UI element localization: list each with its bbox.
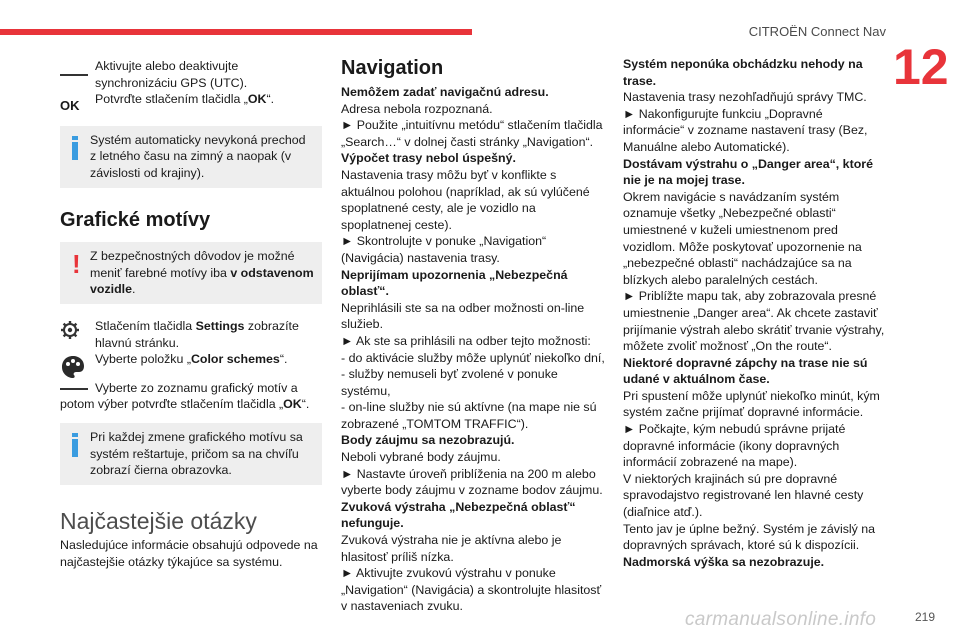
navigation-heading: Navigation [341, 57, 444, 79]
sync-instruction [60, 58, 322, 113]
button-line-icon [60, 388, 88, 390]
settings-instruction [60, 318, 322, 368]
question-8: Niektoré dopravné zápchy na trase nie sú udané v aktuálnom čase. [623, 355, 868, 387]
answer-2-line-1: Nastavenia trasy môžu byť v konflikte s aktuálnou polohou (napríklad, ak sú vylúčené spoplatnené cesty, ale je vozidlo na spoplatnenej ceste). [341, 167, 590, 232]
question-3: Neprijímam upozornenia „Nebezpečná oblasť“. [341, 267, 568, 299]
faq-intro: Nasledujúce informácie obsahujú odpovede na najčastejšie otázky týkajúce sa systému. [60, 538, 318, 569]
chapter-number: 12 [893, 39, 949, 95]
info-icon [72, 136, 78, 164]
question-6: Systém neponúka obchádzku nehody na trase. [623, 57, 863, 88]
warning-text: Z bezpečnostných dôvodov je možné meniť farebné motívy iba v odstavenom vozidle. [90, 249, 314, 297]
answer-7-line-2: ► Priblížte mapu tak, aby zobrazovala presné umiestnenie „Danger area“. Ak chcete zastaviť prijímanie výstrah alebo skrátiť trvanie výstrahy, môžete zvoliť možnosť „On the route“. [623, 289, 885, 354]
warning-box [60, 242, 322, 304]
answer-4-line-1: Neboli vybrané body záujmu. [341, 450, 501, 465]
answer-8-line-2: ► Počkajte, kým nebudú správne prijaté dopravné informácie (ikony dopravných informácií zobrazené na mape). [623, 422, 846, 470]
list-text: Vyberte zo zoznamu grafický motív a potom výber potvrďte stlačením tlačidla „OK“. [60, 380, 310, 412]
info-box-restart: Pri každej zmene grafického motívu sa systém reštartuje, pričom sa na chvíľu zobrazí čierna obrazovka. [60, 423, 322, 485]
watermark: carmanualsonline.info [685, 609, 877, 630]
answer-4-line-2: ► Nastavte úroveň priblíženia na 200 m alebo vyberte body záujmu v zozname bodov záujmu. [341, 466, 603, 498]
question-1: Nemôžem zadať navigačnú adresu. [341, 85, 549, 99]
question-7: Dostávam výstrahu o „Danger area“, ktoré nie je na mojej trase. [623, 156, 873, 188]
themes-heading: Grafické motívy [60, 208, 211, 231]
sync-text: Aktivujte alebo deaktivujte synchronizáciu GPS (UTC). [95, 59, 248, 90]
confirm-text: Potvrďte stlačením tlačidla „OK“. [95, 92, 275, 107]
select-text: Vyberte položku „Color schemes“. [95, 352, 288, 367]
answer-1-line-1: Adresa nebola rozpoznaná. [341, 101, 493, 116]
question-5: Zvuková výstraha „Nebezpečná oblasť“ nefunguje. [341, 499, 576, 531]
column-right [623, 56, 886, 570]
page-number: 219 [914, 610, 935, 624]
gear-icon [60, 320, 80, 345]
question-2: Výpočet trasy nebol úspešný. [341, 151, 516, 166]
answer-7-line-1: Okrem navigácie s navádzaním systém oznamuje všetky „Nebezpečné oblasti“ umiestnené v kuželi umiestnenom pred vozidlom. Môže poskytovať upozornenie na „nebezpečné oblasti“ nachádzajúce sa na blízkych alebo paralelných cestách. [623, 189, 862, 287]
answer-2-line-2: ► Skontrolujte v ponuke „Navigation“ (Navigácia) nastavenia trasy. [341, 234, 547, 265]
answer-5-line-1: Zvuková výstraha nie je aktívna alebo je hlasitosť príliš nízka. [341, 533, 562, 564]
ok-button-icon: OK [60, 98, 80, 113]
settings-text: Stlačením tlačidla Settings zobrazíte hlavnú stránku. [95, 318, 299, 350]
answer-6-line-2: ► Nakonfigurujte funkciu „Dopravné informácie“ v zozname nastavení trasy (Bez, Manuálne alebo Automatické). [623, 106, 868, 154]
answer-3-line-3: - do aktivácie služby môže uplynúť niekoľko dní, [341, 350, 605, 365]
info-icon [72, 433, 78, 461]
answer-3-line-5: - on-line služby nie sú aktívne (na mape nie sú zobrazené „TOMTOM TRAFFIC“). [341, 400, 597, 431]
answer-8-line-3: V niektorých krajinách sú pre dopravné spravodajstvo registrované len hlavné cesty (diaľnice atď.). [623, 471, 864, 520]
button-line-icon [60, 74, 88, 76]
faq-heading: Najčastejšie otázky [60, 507, 257, 534]
info-box-dst: Systém automaticky nevykoná prechod z letného času na zimný a naopak (v závislosti od krajiny). [60, 126, 322, 188]
answer-8-line-1: Pri spustení môže uplynúť niekoľko minút, kým systém začne prijímať dopravné informácie. [623, 388, 880, 420]
answer-6-line-1: Nastavenia trasy nezohľadňujú správy TMC. [623, 90, 867, 105]
answer-8-line-4: Tento jav je úplne bežný. Systém je závislý na dopravných správach, ktoré sú k dispozícii. [623, 521, 876, 553]
answer-3-line-4: - služby nemuseli byť zvolené v ponuke systému, [341, 367, 558, 398]
column-middle [341, 56, 606, 615]
question-4: Body záujmu sa nezobrazujú. [341, 433, 515, 448]
answer-5-line-2: ► Aktivujte zvukovú výstrahu v ponuke „Navigation“ (Navigácia) a skontrolujte hlasitosť v nastaveniach zvuku. [341, 566, 602, 614]
warning-icon: ! [72, 249, 81, 280]
answer-3-line-1: Neprihlásili ste sa na odber možnosti on-line služieb. [341, 300, 585, 332]
answer-3-line-2: ► Ak ste sa prihlásili na odber tejto možnosti: [341, 333, 591, 348]
header-title: CITROËN Connect Nav [748, 24, 886, 39]
list-instruction [60, 380, 322, 413]
answer-1-line-2: ► Použite „intuitívnu metódu“ stlačením tlačidla „Search…“ v dolnej časti stránky „Navigation“. [341, 118, 603, 149]
header-accent-bar [0, 29, 472, 35]
question-9: Nadmorská výška sa nezobrazuje. [623, 554, 825, 569]
column-left [60, 56, 322, 570]
